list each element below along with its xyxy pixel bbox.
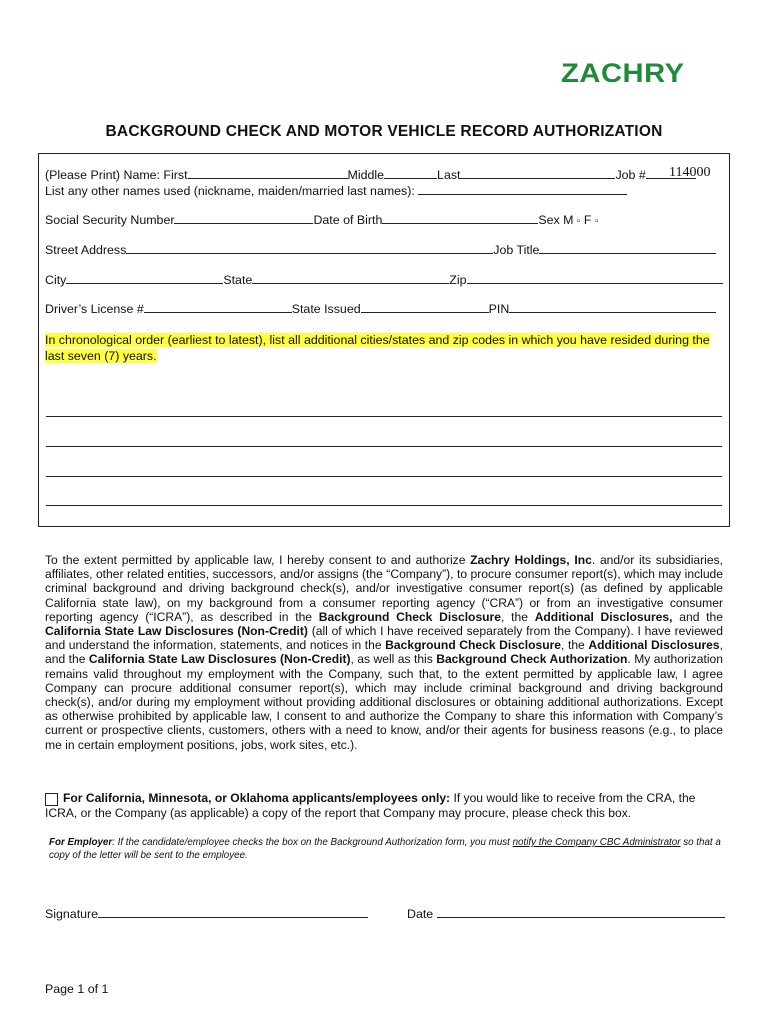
consent-text-4: and the [672,609,723,624]
signature-field[interactable] [98,906,368,918]
residence-line-1[interactable] [46,416,722,417]
street-address-field[interactable] [126,242,493,254]
city-row [45,272,723,287]
consent-text-8: , as well as this [350,652,437,667]
middle-name-field[interactable] [384,167,437,179]
license-row [45,301,716,316]
name-row [45,167,696,182]
employer-note-underlined: notify the Company CBC Administrator [512,837,681,848]
state-issued-label: State Issued [291,302,361,316]
ssn-row [45,212,599,227]
sex-f-checkbox-icon[interactable]: ▫ [594,216,599,227]
dob-label: Date of Birth [313,213,383,227]
page-title: BACKGROUND CHECK AND MOTOR VEHICLE RECORD AUTHORIZATION [105,123,663,140]
pin-label: PIN [488,302,510,316]
signature-label: Signature [45,907,99,921]
last-name-field[interactable] [460,167,615,179]
last-name-label: Last [437,168,461,182]
consent-paragraph [45,553,723,752]
other-names-field[interactable] [418,183,627,195]
ad-ref-2: Additional Disclosures [588,638,720,653]
california-notice-bold: For California, Minnesota, or Oklahoma applicants/employees only: [63,791,451,805]
city-field[interactable] [66,272,223,284]
street-address-label: Street Address [45,243,127,257]
company-name: Zachry Holdings, Inc [470,553,592,567]
employer-note-end: so that a copy of the letter will be sent to the employee. [49,837,721,861]
state-issued-field[interactable] [361,301,489,313]
consent-text-2: . and/or its subsidiaries, affiliates, other related entities, successors, and/or assigns (the “Company”), to procure consumer report(s), which may include criminal background and driving background check(s), and/or investigative consumer report(s) (as defined by applicable California state law), on my background from a consumer reporting agency (“CRA”) or from an investigative consumer reporting agency (“ICRA”), as described in the [45,553,723,624]
drivers-license-label: Driver’s License # [45,302,144,316]
ad-ref: Additional Disclosures, [534,609,673,624]
casl-ref: California State Law Disclosures (Non-Credit) [45,624,308,639]
consent-text-1: To the extent permitted by applicable law, I hereby consent to and authorize [45,553,471,567]
state-label: State [223,273,253,287]
dob-field[interactable] [382,212,538,224]
consent-text-9: . My authorization remains valid throughout my employment with the Company, such that, to the extent permitted by applicable law, I agree Company can procure additional consumer report(s), which may include criminal background and driving background check(s), and/or during my employment without providing additional disclosures or obtaining additional authorizations. Except as otherwise prohibited by applicable law, I consent to and authorize the Company to share this information with Company’s current or prospective clients, customers, others with a need to know, and/or their agents for business reasons (e.g., to place me in certain employment positions, jobs, work sites, etc.). [45,652,723,752]
drivers-license-field[interactable] [144,301,292,313]
employer-note-bold: For Employer [49,837,113,848]
job-title-field[interactable] [539,242,716,254]
other-names-row [45,183,627,198]
other-names-label: List any other names used (nickname, maiden/married last names): [45,184,415,198]
sex-f-label: F [583,213,592,227]
residence-instruction [45,332,721,364]
residence-line-4[interactable] [46,505,722,506]
zip-field[interactable] [467,272,723,284]
ssn-label: Social Security Number [45,213,175,227]
sex-m-checkbox-icon[interactable]: ▫ [576,216,581,227]
signature-row [45,906,368,921]
middle-name-label: Middle [347,168,385,182]
job-number-value: 114000 [669,165,711,180]
city-label: City [45,273,67,287]
first-name-field[interactable] [188,167,348,179]
residence-line-2[interactable] [46,446,722,447]
bca-ref: Background Check Authorization [436,652,628,667]
date-label: Date [407,907,434,921]
bcd-ref-2: Background Check Disclosure [385,638,562,653]
residence-line-3[interactable] [46,476,722,477]
california-notice-text: If you would like to receive from the CRA, the ICRA, or the Company (as applicable) a copy of the report that Company may procure, please check this box. [45,791,696,820]
zachry-logo: ZACHRY [561,58,685,88]
employer-note [49,836,721,862]
consent-text-3: , the [501,609,535,624]
job-title-label: Job Title [493,243,540,257]
state-field[interactable] [252,272,449,284]
consent-text-6: , the [561,638,589,653]
california-notice [45,791,725,821]
job-number-label: Job # [615,168,646,182]
consent-text-5: (all of which I have received separately from the Company). I have reviewed and understand the information, statements, and notices in the [45,624,723,653]
bcd-ref: Background Check Disclosure [318,609,501,624]
date-row [407,906,725,921]
street-row [45,242,716,257]
first-name-label: (Please Print) Name: First [45,168,188,182]
consent-text-7: , and the [45,638,723,667]
casl-ref-2: California State Law Disclosures (Non-Credit) [88,652,351,667]
ssn-field[interactable] [174,212,313,224]
zip-label: Zip [449,273,467,287]
pin-field[interactable] [509,301,716,313]
sex-label: Sex M [538,213,574,227]
residence-instruction-text: In chronological order (earliest to latest), list all additional cities/states and zip codes in which you have resided during the last seven (7) years. [45,333,710,363]
page-number: Page 1 of 1 [45,982,109,996]
employer-note-text: : If the candidate/employee checks the box on the Background Authorization form, you must [112,837,513,848]
date-field[interactable] [437,906,725,918]
